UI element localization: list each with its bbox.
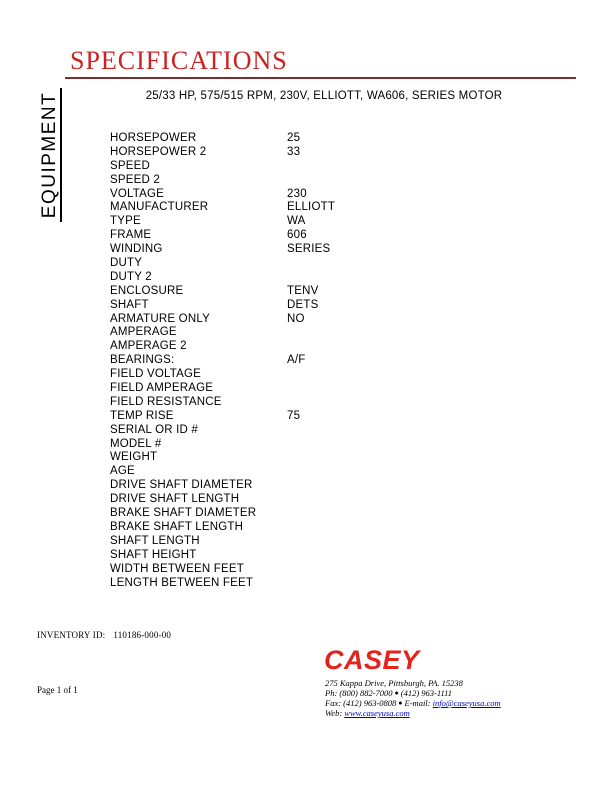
spec-value: 606 bbox=[287, 229, 307, 242]
inventory-id-value: 110186-000-00 bbox=[113, 630, 172, 640]
spec-table bbox=[110, 132, 335, 590]
spec-label: BRAKE SHAFT LENGTH bbox=[110, 520, 244, 533]
spec-label: AGE bbox=[110, 465, 135, 478]
inventory-id bbox=[37, 630, 171, 640]
spec-label: SPEED 2 bbox=[110, 173, 160, 186]
spec-row bbox=[110, 465, 335, 479]
spec-row bbox=[110, 368, 335, 382]
spec-row bbox=[110, 577, 335, 591]
spec-label: ARMATURE ONLY bbox=[110, 312, 210, 325]
inventory-id-label: INVENTORY ID: bbox=[37, 630, 106, 640]
web-label: Web: bbox=[325, 708, 343, 718]
spec-row bbox=[110, 174, 335, 188]
sidebar-equipment-label: EQUIPMENT bbox=[40, 88, 62, 222]
spec-label: HORSEPOWER bbox=[110, 132, 197, 144]
spec-row bbox=[110, 410, 335, 424]
spec-label: WINDING bbox=[110, 243, 163, 256]
company-logo: CASEY bbox=[324, 645, 420, 675]
spec-label: WIDTH BETWEEN FEET bbox=[110, 562, 244, 575]
page-number: Page 1 of 1 bbox=[37, 685, 78, 695]
spec-label: SERIAL OR ID # bbox=[110, 423, 199, 436]
spec-label: ENCLOSURE bbox=[110, 284, 184, 297]
spec-row bbox=[110, 132, 335, 146]
spec-label: SHAFT LENGTH bbox=[110, 534, 200, 547]
company-fax-email-line bbox=[325, 698, 501, 708]
spec-row bbox=[110, 521, 335, 535]
spec-row bbox=[110, 340, 335, 354]
spec-label: MODEL # bbox=[110, 437, 162, 450]
spec-row bbox=[110, 535, 335, 549]
spec-row bbox=[110, 396, 335, 410]
spec-value: ELLIOTT bbox=[287, 201, 336, 214]
spec-row bbox=[110, 201, 335, 215]
phone-label: Ph: bbox=[325, 688, 338, 698]
spec-value: TENV bbox=[287, 284, 319, 297]
company-address: 275 Kappa Drive, Pittsburgh, PA. 15238 bbox=[325, 678, 463, 688]
spec-row bbox=[110, 424, 335, 438]
spec-row bbox=[110, 354, 335, 368]
spec-row bbox=[110, 285, 335, 299]
spec-label: FIELD RESISTANCE bbox=[110, 395, 222, 408]
spec-row bbox=[110, 146, 335, 160]
spec-row bbox=[110, 313, 335, 327]
spec-label: DUTY bbox=[110, 257, 143, 270]
spec-row bbox=[110, 299, 335, 313]
company-contact-block bbox=[325, 678, 501, 718]
spec-label: MANUFACTURER bbox=[110, 201, 209, 214]
spec-label: TEMP RISE bbox=[110, 409, 174, 422]
spec-label: DUTY 2 bbox=[110, 270, 152, 283]
spec-label: BEARINGS: bbox=[110, 354, 175, 367]
web-link[interactable]: www.caseyusa.com bbox=[344, 708, 410, 718]
spec-row bbox=[110, 507, 335, 521]
spec-value: 33 bbox=[287, 145, 301, 158]
spec-row bbox=[110, 549, 335, 563]
spec-label: LENGTH BETWEEN FEET bbox=[110, 576, 254, 589]
spec-label: AMPERAGE 2 bbox=[110, 340, 187, 353]
phone-number-1: (800) 882-7000 bbox=[339, 688, 393, 698]
email-link[interactable]: info@caseyusa.com bbox=[432, 698, 501, 708]
spec-label: SHAFT bbox=[110, 298, 149, 311]
spec-label: DRIVE SHAFT DIAMETER bbox=[110, 479, 253, 492]
spec-label: BRAKE SHAFT DIAMETER bbox=[110, 507, 257, 520]
spec-value: 230 bbox=[287, 187, 307, 200]
bullet-icon: ● bbox=[398, 699, 403, 707]
spec-label: FIELD VOLTAGE bbox=[110, 368, 202, 381]
bullet-icon: ● bbox=[394, 689, 399, 697]
spec-value: A/F bbox=[287, 354, 306, 367]
phone-number-2: (412) 963-1111 bbox=[400, 688, 452, 698]
spec-label: WEIGHT bbox=[110, 451, 158, 464]
spec-value: 75 bbox=[287, 409, 301, 422]
spec-label: FRAME bbox=[110, 229, 152, 242]
spec-label: DRIVE SHAFT LENGTH bbox=[110, 493, 240, 506]
spec-row bbox=[110, 493, 335, 507]
spec-value: NO bbox=[287, 312, 305, 325]
spec-row bbox=[110, 243, 335, 257]
spec-label: VOLTAGE bbox=[110, 187, 165, 200]
spec-row bbox=[110, 215, 335, 229]
spec-row bbox=[110, 188, 335, 202]
spec-label: SHAFT HEIGHT bbox=[110, 548, 197, 561]
spec-row bbox=[110, 438, 335, 452]
spec-row bbox=[110, 326, 335, 340]
spec-label: SPEED bbox=[110, 159, 150, 172]
fax-label: Fax: bbox=[325, 698, 342, 708]
spec-row bbox=[110, 563, 335, 577]
page-title: SPECIFICATIONS bbox=[70, 46, 288, 75]
company-web-line bbox=[325, 708, 501, 718]
company-phone-line bbox=[325, 688, 501, 698]
spec-label: TYPE bbox=[110, 215, 141, 228]
spec-row bbox=[110, 271, 335, 285]
spec-value: SERIES bbox=[287, 243, 331, 256]
spec-row bbox=[110, 257, 335, 271]
fax-number: (412) 963-0808 bbox=[343, 698, 397, 708]
spec-value: 25 bbox=[287, 132, 301, 144]
title-underline bbox=[65, 77, 576, 79]
spec-row bbox=[110, 451, 335, 465]
spec-row bbox=[110, 382, 335, 396]
spec-label: AMPERAGE bbox=[110, 326, 177, 339]
spec-label: FIELD AMPERAGE bbox=[110, 382, 214, 395]
spec-value: DETS bbox=[287, 298, 319, 311]
spec-row bbox=[110, 160, 335, 174]
email-label: E-mail: bbox=[404, 698, 431, 708]
spec-subtitle: 25/33 HP, 575/515 RPM, 230V, ELLIOTT, WA606, SERIES MOTOR bbox=[145, 90, 503, 102]
spec-row bbox=[110, 229, 335, 243]
spec-value: WA bbox=[287, 215, 306, 228]
spec-label: HORSEPOWER 2 bbox=[110, 145, 207, 158]
spec-row bbox=[110, 479, 335, 493]
